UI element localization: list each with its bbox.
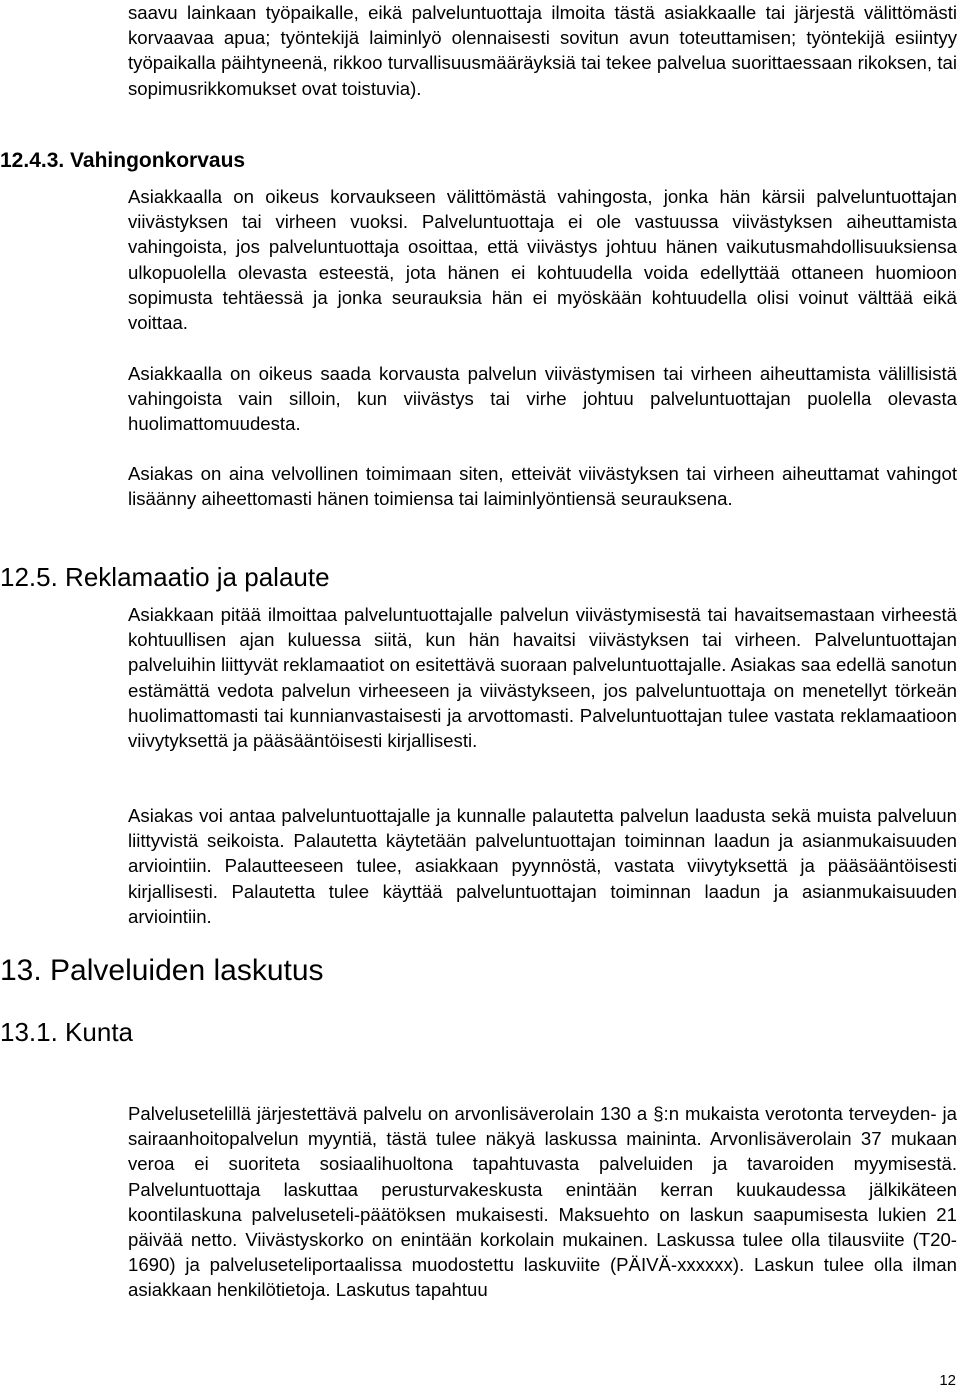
heading-13-1: 13.1. Kunta	[0, 1017, 133, 1047]
paragraph-damages-2: Asiakkaalla on oikeus saada korvausta palvelun viivästymisen tai virheen aiheuttamista välillisistä vahingoista vain silloin, kun viivästys tai virhe johtuu palveluntuottajan puolella olevasta huolimattomuudesta.	[128, 363, 957, 435]
paragraph-invoicing: Palvelusetelillä järjestettävä palvelu on arvonlisäverolain 130 a §:n mukaista verotonta terveyden- ja sairaanhoitopalvelun myyntiä, tästä tulee näkyä laskussa maininta. Arvonlisäverolain 37 mukaan veroa ei suoriteta sosiaalihuoltona tapahtuvasta palveluiden ja tavaroiden myymisestä. Palveluntuottaja laskuttaa perusturvakeskusta enintään kerran kuukaudessa jälkikäteen koontilaskuna palveluseteli-päätöksen mukaisesti. Maksuehto on laskun saapumisesta lukien 21 päivää netto. Viivästyskorko on enintään korkolain mukainen. Laskussa tulee olla tilausviite (T20-1690) ja palveluseteliportaalissa muodostettu laskuviite (PÄIVÄ-xxxxxx). Laskun tulee olla ilman asiakkaan henkilötietoja. Laskutus tapahtuu	[128, 1103, 957, 1301]
heading-12-4-3: 12.4.3. Vahingonkorvaus	[0, 149, 246, 172]
paragraph-damages-1: Asiakkaalla on oikeus korvaukseen välittömästä vahingosta, jonka hän kärsii palveluntuottajan viivästyksen tai virheen vuoksi. Palveluntuottaja ei ole vastuussa viivästyksen aiheuttamista vahingoista, jos palveluntuottaja osoittaa, että viivästys johtuu hänen vaikutusmahdollisuuksiensa ulkopuolella olevasta esteestä, jota hänen ei kohtuudella voida edellyttää ottaneen huomioon sopimusta tehtäessä ja jonka seurauksia hän ei myöskään kohtuudella olisi voinut välttää eikä voittaa.	[128, 186, 957, 334]
paragraph-reclamation-2: Asiakas voi antaa palveluntuottajalle ja kunnalle palautetta palvelun laadusta sekä muista palveluun liittyvistä seikoista. Palautetta käytetään palveluntuottajan toiminnan laadun ja asianmukaisuuden arviointiin. Palautteeseen tulee, asiakkaan pyynnöstä, vastata viivytyksettä ja pääsääntöisesti kirjallisesti. Palautetta tulee käyttää palveluntuottajan toiminnan laadun ja asianmukaisuuden arviointiin.	[128, 805, 957, 927]
intro-paragraph: saavu lainkaan työpaikalle, eikä palveluntuottaja ilmoita tästä asiakkaalle tai järjestä välittömästi korvaavaa apua; työntekijä laiminlyö olennaisesti sovitun avun toteuttamisen; työntekijä esiintyy työpaikalla päihtyneenä, rikkoo turvallisuusmääräyksiä tai tekee palvelua suorittaessaan rikoksen, tai sopimusrikkomukset ovat toistuvia).	[128, 2, 957, 99]
page-number: 12	[939, 1372, 956, 1389]
paragraph-reclamation-1: Asiakkaan pitää ilmoittaa palveluntuottajalle palvelun viivästymisestä tai havaitsemastaan virheestä kohtuullisen ajan kuluessa siitä, kun hän havaitsi viivästyksen tai virheen. Palveluntuottajan palveluihin liittyvät reklamaatiot on esitettävä suoraan palveluntuottajalle. Asiakas saa edellä sanotun estämättä vedota palvelun virheeseen ja viivästykseen, jos palveluntuottaja on menetellyt törkeän huolimattomasti tai kunnianvastaisesti ja arvottomasti. Palveluntuottajan tulee vastata reklamaatioon viivytyksettä ja pääsääntöisesti kirjallisesti.	[128, 604, 957, 752]
heading-13: 13. Palveluiden laskutus	[0, 954, 324, 987]
paragraph-damages-3: Asiakas on aina velvollinen toimimaan siten, etteivät viivästyksen tai virheen aiheuttamat vahingot lisäänny aiheettomasti hänen toimiensa tai laiminlyöntiensä seurauksena.	[128, 463, 957, 510]
heading-12-5: 12.5. Reklamaatio ja palaute	[0, 562, 330, 592]
